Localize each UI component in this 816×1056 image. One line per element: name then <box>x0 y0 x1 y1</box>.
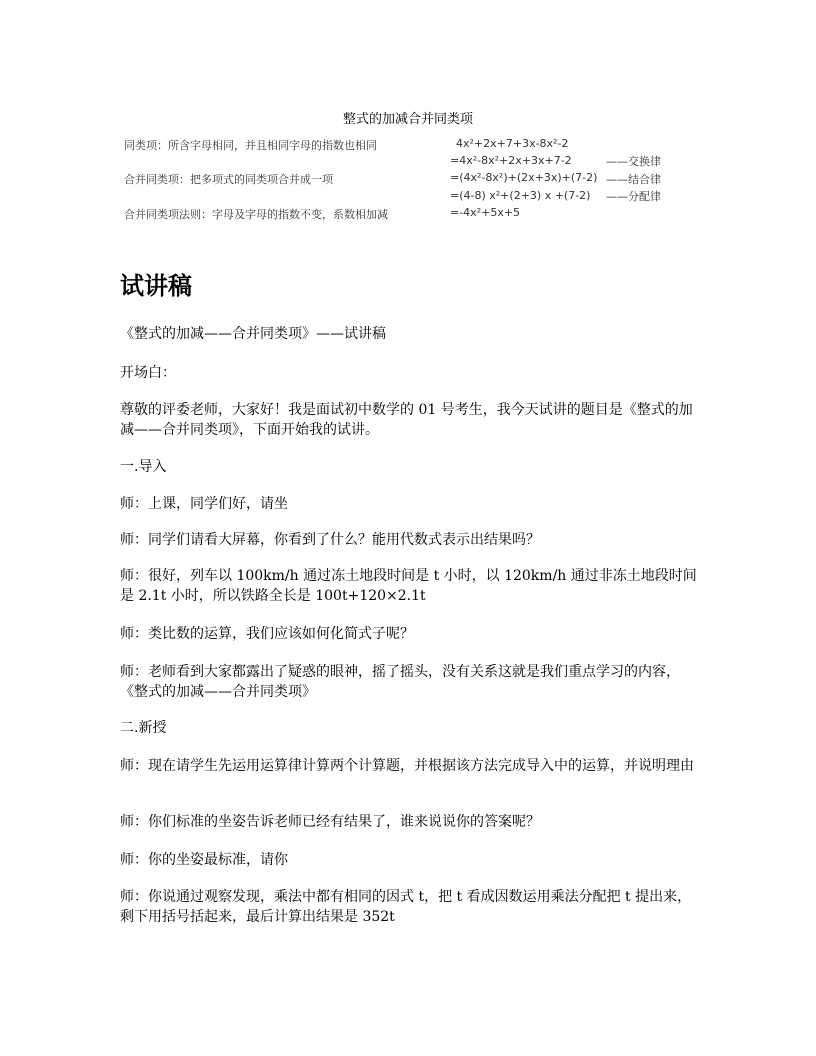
intro-line-5: 师：老师看到大家都露出了疑惑的眼神，摇了摇头，没有关系这就是我们重点学习的内容，《整式的加减——合并同类项》 <box>120 664 680 700</box>
board-step-5: =-4x²+5x+5 <box>450 206 521 219</box>
board-law-commutative: ——交换律 <box>606 155 661 168</box>
section-intro-heading: 一.导入 <box>120 459 167 475</box>
intro-line-2: 师：同学们请看大屏幕，你看到了什么？能用代数式表示出结果吗？ <box>120 532 540 548</box>
board-step-2: =4x²-8x²+2x+3x+7-2 <box>450 154 572 167</box>
board-step-1: 4x²+2x+7+3x-8x²-2 <box>456 137 569 150</box>
opening-paragraph: 尊敬的评委老师，大家好！我是面试初中数学的 01 号考生，我今天试讲的题目是《整式的加减——合并同类项》，下面开始我的试讲。 <box>120 402 693 438</box>
board-definition-combining: 合并同类项：把多项式的同类项合并成一项 <box>124 173 333 186</box>
board-step-3: =(4x²-8x²)+(2x+3x)+(7-2) <box>450 171 598 184</box>
new-line-3: 师：你的坐姿最标准，请你 <box>120 852 288 868</box>
intro-line-4: 师：类比数的运算，我们应该如何化简式子呢？ <box>120 626 414 642</box>
board-law-distributive: ——分配律 <box>606 190 661 203</box>
new-line-4: 师：你说通过观察发现，乘法中都有相同的因式 t，把 t 看成因数运用乘法分配把 t 提出来，剩下用括号括起来，最后计算出结果是 352t <box>120 889 692 925</box>
section-new-heading: 二.新授 <box>120 720 167 736</box>
intro-line-3: 师：很好，列车以 100km/h 通过冻土地段时间是 t 小时，以 120km/h 通过非冻土地段时间是 2.1t 小时，所以铁路全长是 100t+120×2.1t <box>120 568 697 604</box>
board-law-associative: ——结合律 <box>606 173 661 186</box>
board-step-4: =(4-8) x²+(2+3) x +(7-2) <box>450 189 591 202</box>
board-definition-like-terms: 同类项：所含字母相同，并且相同字母的指数也相同 <box>124 139 377 152</box>
new-line-1: 师：现在请学生先运用运算律计算两个计算题，并根据该方法完成导入中的运算，并说明理由 <box>120 758 694 774</box>
new-line-2: 师：你们标准的坐姿告诉老师已经有结果了，谁来说说你的答案呢？ <box>120 814 540 830</box>
opening-label: 开场白： <box>120 365 176 381</box>
document-heading: 试讲稿 <box>120 272 192 300</box>
lecture-title: 《整式的加减——合并同类项》——试讲稿 <box>120 326 386 342</box>
board-title: 整式的加减合并同类项 <box>342 112 473 127</box>
board-rule-combining: 合并同类项法则：字母及字母的指数不变，系数相加减 <box>124 208 388 221</box>
intro-line-1: 师：上课，同学们好，请坐 <box>120 496 288 512</box>
